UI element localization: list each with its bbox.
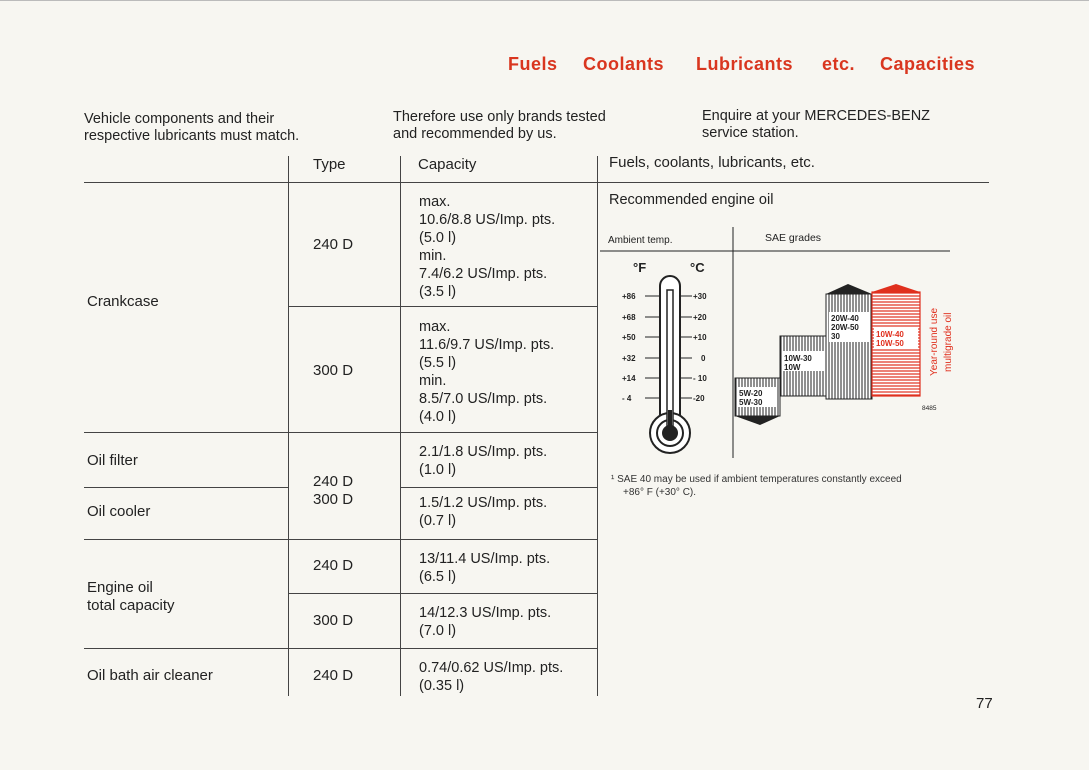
intro-col2-line: Therefore use only brands tested — [393, 109, 606, 125]
row-label-line: total capacity — [87, 597, 175, 614]
temp-c-label: - 10 — [693, 374, 707, 383]
temp-c-label: +30 — [693, 292, 707, 301]
header-word-etc: etc. — [822, 54, 856, 74]
side-label-year-round: Year-round use — [929, 307, 940, 376]
temp-f-label: +32 — [622, 354, 636, 363]
grade-bar-20w — [826, 284, 872, 399]
page-number: 77 — [976, 695, 993, 712]
table-vrule-fuels — [597, 156, 598, 696]
intro-col1 — [84, 111, 299, 145]
grade-bar-multigrade — [872, 284, 920, 396]
capacity-line: (0.35 l) — [419, 678, 465, 694]
ambient-temp-label: Ambient temp. — [608, 235, 673, 246]
capacity-line: (6.5 l) — [419, 569, 457, 585]
temp-c-label: 0 — [701, 354, 706, 363]
type-line: 300 D — [313, 491, 354, 508]
unit-fahrenheit: °F — [633, 260, 647, 275]
temp-f-label: - 4 — [622, 394, 632, 403]
unit-celsius: °C — [690, 260, 705, 275]
capacity-engine-300 — [419, 604, 551, 640]
temp-f-label: +50 — [622, 333, 636, 342]
capacity-line: max. — [419, 194, 451, 210]
capacity-line: 14/12.3 US/Imp. pts. — [419, 605, 552, 621]
temp-c-label: +10 — [693, 333, 707, 342]
type-crank-300: 300 D — [313, 362, 354, 379]
table-vrule-capacity — [400, 156, 401, 696]
capacity-line: 2.1/1.8 US/Imp. pts. — [419, 444, 548, 460]
capacity-line: (5.0 l) — [419, 230, 457, 246]
type-crank-240: 240 D — [313, 236, 354, 253]
footnote-line: +86° F (+30° C). — [623, 487, 697, 498]
capacity-line: 0.74/0.62 US/Imp. pts. — [419, 660, 564, 676]
column-header-type: Type — [313, 156, 346, 173]
capacity-engine-240 — [419, 550, 550, 586]
type-engine-240: 240 D — [313, 557, 354, 574]
sae-grades-label: SAE grades — [765, 232, 822, 244]
capacity-oil-filter — [419, 443, 547, 479]
grade-label: 5W-20 — [739, 389, 763, 398]
intro-col1-line: Vehicle components and their — [84, 111, 275, 127]
row-label-oil-cooler: Oil cooler — [87, 503, 151, 520]
grade-label: 10W-40 — [876, 330, 904, 339]
type-line: 240 D — [313, 473, 354, 490]
capacity-line: 8.5/7.0 US/Imp. pts. — [419, 391, 548, 407]
grade-label: 10W — [784, 363, 801, 372]
table-rule-after-engine — [84, 648, 597, 649]
capacity-line: 11.6/9.7 US/Imp. pts. — [419, 337, 555, 353]
type-engine-300: 300 D — [313, 612, 354, 629]
capacity-line: (3.5 l) — [419, 284, 457, 300]
capacity-line: (5.5 l) — [419, 355, 457, 371]
intro-col1-line: respective lubricants must match. — [84, 128, 300, 144]
temp-f-label: +14 — [622, 374, 636, 383]
footnote-line: ¹ SAE 40 may be used if ambient temperatures constantly exceed — [611, 474, 902, 485]
intro-col2 — [393, 109, 606, 143]
capacity-line: min. — [419, 248, 447, 264]
intro-col3-line: service station. — [702, 125, 799, 141]
capacity-line: 1.5/1.2 US/Imp. pts. — [419, 495, 548, 511]
row-label-line: Engine oil — [87, 579, 153, 596]
capacity-crank-300 — [419, 318, 554, 426]
header-word-fuels: Fuels — [508, 54, 558, 74]
type-air-240: 240 D — [313, 667, 354, 684]
grade-bar-5w — [735, 378, 780, 425]
header-word-lubricants: Lubricants — [696, 54, 794, 74]
capacity-line: 10.6/8.8 US/Imp. pts. — [419, 212, 556, 228]
temp-c-label: -20 — [693, 394, 705, 403]
temp-c-label: +20 — [693, 313, 707, 322]
grade-label: 20W-50 — [831, 323, 859, 332]
table-rule-after-cooler — [84, 539, 597, 540]
oil-chart-title: Recommended engine oil — [609, 192, 774, 208]
side-label-multigrade: multigrade oil — [943, 312, 954, 372]
capacity-crank-240 — [419, 193, 555, 301]
table-rule-filter-cooler-left — [84, 487, 288, 488]
footnote — [611, 473, 902, 499]
table-rule-top — [84, 182, 989, 183]
intro-col3 — [702, 108, 930, 142]
capacity-line: min. — [419, 373, 447, 389]
capacity-line: 7.4/6.2 US/Imp. pts. — [419, 266, 548, 282]
row-label-air-cleaner: Oil bath air cleaner — [87, 667, 213, 684]
oil-viscosity-chart — [600, 220, 960, 460]
capacity-oil-cooler — [419, 494, 547, 530]
grade-label: 30 — [831, 332, 840, 341]
chart-code: 8485 — [922, 405, 937, 412]
row-label-oil-filter: Oil filter — [87, 452, 138, 469]
table-vrule-type — [288, 156, 289, 696]
top-edge-rule — [0, 0, 1089, 1]
thermometer-icon — [650, 276, 690, 453]
capacity-line: (1.0 l) — [419, 462, 457, 478]
grade-label: 10W-30 — [784, 354, 812, 363]
capacity-line: (4.0 l) — [419, 409, 457, 425]
temp-f-label: +86 — [622, 292, 636, 301]
capacity-line: (0.7 l) — [419, 513, 457, 529]
grade-label: 5W-30 — [739, 398, 763, 407]
table-rule-filter-cooler-right — [400, 487, 597, 488]
table-rule-after-crank — [84, 432, 597, 433]
capacity-line: (7.0 l) — [419, 623, 457, 639]
intro-col3-line: Enquire at your MERCEDES-BENZ — [702, 108, 931, 124]
capacity-line: max. — [419, 319, 451, 335]
grade-label: 20W-40 — [831, 314, 859, 323]
capacity-line: 13/11.4 US/Imp. pts. — [419, 551, 551, 567]
capacity-air-cleaner — [419, 659, 563, 695]
type-filter-cooler — [313, 473, 353, 509]
table-rule-engine-split — [288, 593, 597, 594]
grade-label: 10W-50 — [876, 339, 904, 348]
intro-col2-line: and recommended by us. — [393, 126, 557, 142]
grade-bar-10w — [780, 336, 826, 396]
row-label-crankcase: Crankcase — [87, 293, 159, 310]
header-word-capacities: Capacities — [880, 54, 976, 74]
column-header-capacity: Capacity — [418, 156, 477, 173]
temp-f-label: +68 — [622, 313, 636, 322]
table-rule-crank-split — [288, 306, 597, 307]
row-label-engine-oil — [87, 579, 175, 615]
header-word-coolants: Coolants — [583, 54, 665, 74]
column-header-fuels: Fuels, coolants, lubricants, etc. — [609, 154, 815, 171]
